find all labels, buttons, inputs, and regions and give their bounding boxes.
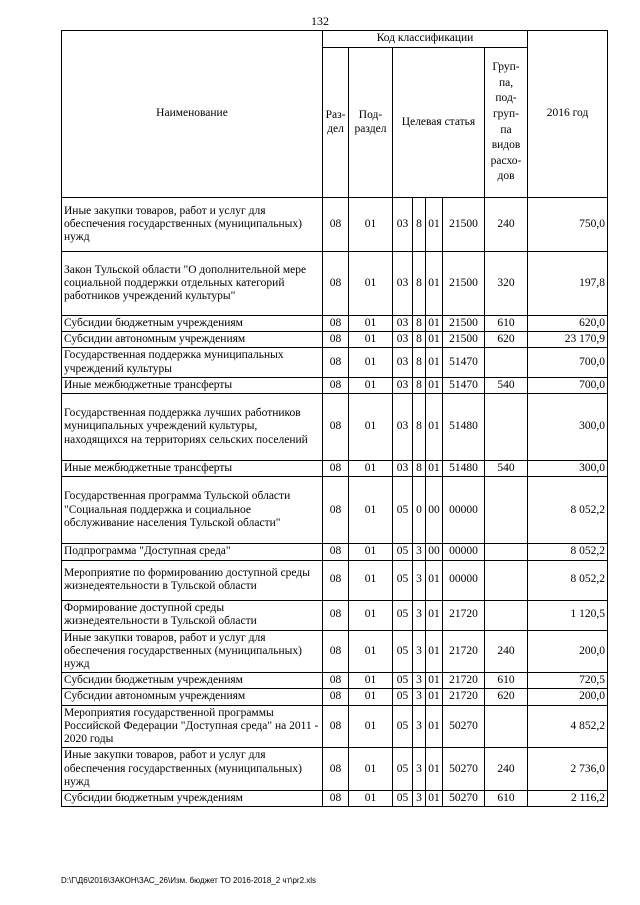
row-podrazdel: 01 (349, 689, 393, 705)
row-target-subprogram: 0 (413, 477, 426, 544)
row-target-subprogram: 3 (413, 705, 426, 748)
header-expense-group (485, 48, 528, 198)
row-podrazdel: 01 (349, 560, 393, 600)
row-target-program: 03 (393, 316, 413, 332)
row-name: Мероприятия государственной программы Российской Федерации "Доступная среда" на 2011 - 2020 годы (62, 705, 323, 748)
row-razdel: 08 (323, 790, 349, 806)
row-expense-type (485, 600, 528, 630)
row-target-direction: 21720 (443, 600, 485, 630)
row-expense-type: 240 (485, 748, 528, 791)
row-name: Подпрограмма "Доступная среда" (62, 544, 323, 560)
row-target-direction: 00000 (443, 560, 485, 600)
row-target-program: 05 (393, 477, 413, 544)
header-podrazdel: Под- раздел (349, 48, 393, 198)
row-target-event: 01 (426, 377, 443, 393)
row-target-event: 01 (426, 748, 443, 791)
table-row (62, 477, 608, 544)
row-name: Формирование доступной среды жизнедеятельности в Тульской области (62, 600, 323, 630)
row-expense-type: 540 (485, 377, 528, 393)
row-amount: 750,0 (528, 198, 608, 252)
row-expense-type (485, 544, 528, 560)
row-amount: 720,5 (528, 673, 608, 689)
row-target-direction: 21500 (443, 252, 485, 316)
row-target-direction: 51470 (443, 377, 485, 393)
table-row (62, 377, 608, 393)
table-row (62, 600, 608, 630)
row-target-subprogram: 8 (413, 332, 426, 348)
row-target-event: 01 (426, 790, 443, 806)
header-target-article: Целевая статья (393, 48, 485, 198)
row-expense-type: 320 (485, 252, 528, 316)
row-target-subprogram: 8 (413, 348, 426, 377)
row-razdel: 08 (323, 377, 349, 393)
row-target-program: 03 (393, 377, 413, 393)
row-expense-type: 610 (485, 673, 528, 689)
row-target-subprogram: 3 (413, 790, 426, 806)
row-amount: 8 052,2 (528, 544, 608, 560)
row-target-program: 03 (393, 394, 413, 461)
row-name: Закон Тульской области "О дополнительной мере социальной поддержки отдельных категорий работников учреждений культуры" (62, 252, 323, 316)
row-target-subprogram: 8 (413, 316, 426, 332)
row-podrazdel: 01 (349, 477, 393, 544)
row-target-direction: 21500 (443, 332, 485, 348)
row-podrazdel: 01 (349, 198, 393, 252)
header-name: Наименование (62, 31, 323, 198)
row-target-direction: 50270 (443, 748, 485, 791)
row-expense-type: 240 (485, 630, 528, 673)
row-razdel: 08 (323, 600, 349, 630)
row-amount: 700,0 (528, 348, 608, 377)
row-target-direction: 51470 (443, 348, 485, 377)
row-name: Государственная программа Тульской области "Социальная поддержка и социальное обслуживание населения Тульской области" (62, 477, 323, 544)
row-name: Иные межбюджетные трансферты (62, 461, 323, 477)
header-expense-group-label: Груп- па, под- груп- па видов расхо- дов (490, 61, 522, 183)
row-razdel: 08 (323, 394, 349, 461)
row-target-event: 01 (426, 560, 443, 600)
row-podrazdel: 01 (349, 630, 393, 673)
row-target-event: 01 (426, 394, 443, 461)
row-razdel: 08 (323, 689, 349, 705)
row-target-direction: 21720 (443, 689, 485, 705)
row-target-direction: 00000 (443, 544, 485, 560)
row-razdel: 08 (323, 705, 349, 748)
row-amount: 23 170,9 (528, 332, 608, 348)
header-razdel: Раз- дел (323, 48, 349, 198)
row-target-direction: 21720 (443, 673, 485, 689)
row-target-program: 05 (393, 689, 413, 705)
row-target-program: 03 (393, 252, 413, 316)
row-target-subprogram: 3 (413, 673, 426, 689)
row-target-program: 05 (393, 673, 413, 689)
row-target-program: 05 (393, 705, 413, 748)
budget-table (61, 30, 608, 807)
row-target-subprogram: 3 (413, 748, 426, 791)
row-target-event: 01 (426, 600, 443, 630)
row-target-event: 00 (426, 477, 443, 544)
row-target-program: 03 (393, 348, 413, 377)
table-row (62, 316, 608, 332)
row-expense-type: 610 (485, 316, 528, 332)
row-razdel: 08 (323, 252, 349, 316)
row-podrazdel: 01 (349, 790, 393, 806)
row-amount: 8 052,2 (528, 560, 608, 600)
row-target-event: 01 (426, 673, 443, 689)
row-target-program: 05 (393, 544, 413, 560)
row-target-subprogram: 3 (413, 689, 426, 705)
page-number: 132 (311, 14, 329, 28)
row-target-event: 01 (426, 332, 443, 348)
table-row (62, 560, 608, 600)
row-name: Субсидии бюджетным учреждениям (62, 673, 323, 689)
row-razdel: 08 (323, 348, 349, 377)
row-amount: 620,0 (528, 316, 608, 332)
row-expense-type (485, 560, 528, 600)
row-target-direction: 00000 (443, 477, 485, 544)
row-razdel: 08 (323, 316, 349, 332)
header-classification: Код классификации (323, 31, 528, 48)
row-expense-type: 610 (485, 790, 528, 806)
row-target-direction: 50270 (443, 705, 485, 748)
row-target-program: 05 (393, 600, 413, 630)
row-expense-type: 540 (485, 461, 528, 477)
row-target-subprogram: 8 (413, 252, 426, 316)
table-row (62, 705, 608, 748)
row-target-event: 01 (426, 630, 443, 673)
header-year: 2016 год (528, 31, 608, 198)
table-row (62, 790, 608, 806)
table-row (62, 252, 608, 316)
table-row (62, 332, 608, 348)
row-name: Государственная поддержка муниципальных учреждений культуры (62, 348, 323, 377)
row-amount: 1 120,5 (528, 600, 608, 630)
row-target-direction: 21500 (443, 198, 485, 252)
row-amount: 8 052,2 (528, 477, 608, 544)
row-podrazdel: 01 (349, 544, 393, 560)
row-podrazdel: 01 (349, 348, 393, 377)
row-name: Иные закупки товаров, работ и услуг для обеспечения государственных (муниципальных) нужд (62, 198, 323, 252)
row-name: Субсидии автономным учреждениям (62, 332, 323, 348)
table-row (62, 748, 608, 791)
row-razdel: 08 (323, 544, 349, 560)
table-row (62, 689, 608, 705)
row-name: Субсидии автономным учреждениям (62, 689, 323, 705)
row-target-event: 01 (426, 316, 443, 332)
table-row (62, 544, 608, 560)
row-podrazdel: 01 (349, 600, 393, 630)
row-expense-type (485, 705, 528, 748)
row-razdel: 08 (323, 332, 349, 348)
row-name: Государственная поддержка лучших работников муниципальных учреждений культуры, находящихся на территориях сельских поселений (62, 394, 323, 461)
row-podrazdel: 01 (349, 377, 393, 393)
row-target-subprogram: 8 (413, 461, 426, 477)
row-target-direction: 51480 (443, 461, 485, 477)
row-amount: 2 736,0 (528, 748, 608, 791)
table-row (62, 348, 608, 377)
row-target-event: 01 (426, 689, 443, 705)
row-target-subprogram: 3 (413, 560, 426, 600)
row-expense-type: 620 (485, 332, 528, 348)
row-razdel: 08 (323, 477, 349, 544)
row-target-subprogram: 8 (413, 394, 426, 461)
table-row (62, 394, 608, 461)
table-row (62, 630, 608, 673)
row-amount: 2 116,2 (528, 790, 608, 806)
row-expense-type: 620 (485, 689, 528, 705)
row-amount: 200,0 (528, 630, 608, 673)
row-target-direction: 51480 (443, 394, 485, 461)
row-amount: 300,0 (528, 461, 608, 477)
row-name: Иные межбюджетные трансферты (62, 377, 323, 393)
budget-rows (62, 198, 608, 807)
row-target-subprogram: 3 (413, 600, 426, 630)
row-target-subprogram: 3 (413, 544, 426, 560)
table-row (62, 461, 608, 477)
row-expense-type (485, 477, 528, 544)
row-target-program: 03 (393, 332, 413, 348)
row-target-subprogram: 8 (413, 377, 426, 393)
row-target-event: 01 (426, 198, 443, 252)
row-expense-type (485, 394, 528, 461)
row-podrazdel: 01 (349, 673, 393, 689)
row-amount: 4 852,2 (528, 705, 608, 748)
row-target-event: 01 (426, 252, 443, 316)
row-name: Иные закупки товаров, работ и услуг для обеспечения государственных (муниципальных) нужд (62, 748, 323, 791)
row-target-program: 05 (393, 560, 413, 600)
row-target-event: 01 (426, 461, 443, 477)
row-podrazdel: 01 (349, 748, 393, 791)
row-podrazdel: 01 (349, 394, 393, 461)
row-target-program: 05 (393, 748, 413, 791)
table-row (62, 673, 608, 689)
row-razdel: 08 (323, 630, 349, 673)
row-amount: 200,0 (528, 689, 608, 705)
row-target-direction: 50270 (443, 790, 485, 806)
row-name: Мероприятие по формированию доступной среды жизнедеятельности в Тульской области (62, 560, 323, 600)
row-razdel: 08 (323, 673, 349, 689)
row-name: Субсидии бюджетным учреждениям (62, 316, 323, 332)
row-target-event: 00 (426, 544, 443, 560)
row-target-program: 03 (393, 198, 413, 252)
file-path-footer: D:\Г\Д6\2016\ЗАКОН\ЗАС_26\Изм. бюджет ТО 2016-2018_2 чт\pr2.xls (61, 876, 317, 885)
row-podrazdel: 01 (349, 705, 393, 748)
row-target-direction: 21720 (443, 630, 485, 673)
row-target-program: 05 (393, 790, 413, 806)
row-podrazdel: 01 (349, 332, 393, 348)
row-podrazdel: 01 (349, 316, 393, 332)
row-podrazdel: 01 (349, 252, 393, 316)
row-target-program: 05 (393, 630, 413, 673)
row-razdel: 08 (323, 198, 349, 252)
row-target-event: 01 (426, 348, 443, 377)
row-podrazdel: 01 (349, 461, 393, 477)
row-target-direction: 21500 (443, 316, 485, 332)
row-expense-type (485, 348, 528, 377)
table-row (62, 198, 608, 252)
row-razdel: 08 (323, 461, 349, 477)
row-target-subprogram: 8 (413, 198, 426, 252)
row-expense-type: 240 (485, 198, 528, 252)
row-name: Иные закупки товаров, работ и услуг для обеспечения государственных (муниципальных) нужд (62, 630, 323, 673)
row-razdel: 08 (323, 748, 349, 791)
row-target-program: 03 (393, 461, 413, 477)
row-amount: 700,0 (528, 377, 608, 393)
row-amount: 300,0 (528, 394, 608, 461)
row-amount: 197,8 (528, 252, 608, 316)
row-razdel: 08 (323, 560, 349, 600)
row-target-subprogram: 3 (413, 630, 426, 673)
row-name: Субсидии бюджетным учреждениям (62, 790, 323, 806)
row-target-event: 01 (426, 705, 443, 748)
